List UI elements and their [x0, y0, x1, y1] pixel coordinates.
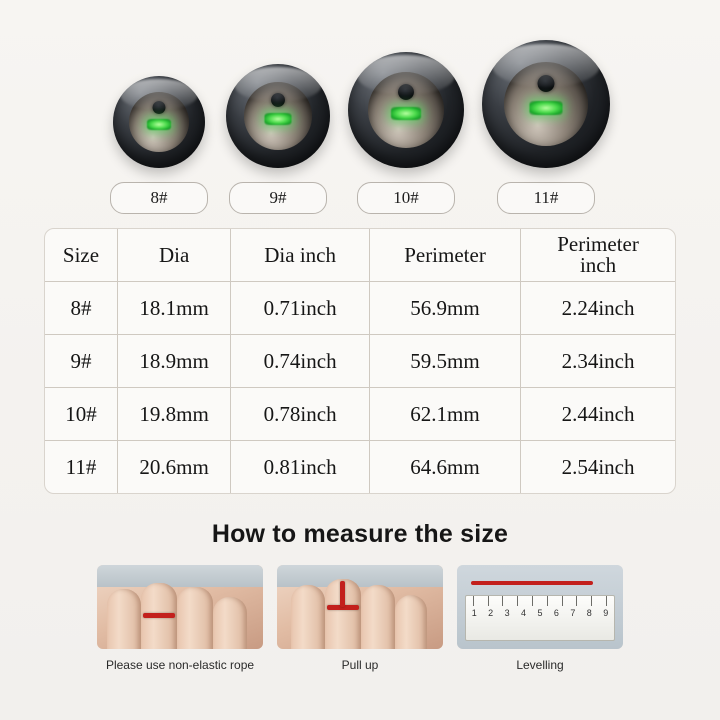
cell-perimeter: 62.1mm: [369, 388, 520, 441]
header-line-2: inch: [579, 253, 617, 277]
cell-perimeter: 64.6mm: [369, 441, 520, 494]
howto-image-ruler: [457, 565, 623, 649]
cell-dia: 19.8mm: [117, 388, 230, 441]
led-green-icon: [147, 119, 171, 130]
cell-dia-inch: 0.81inch: [231, 441, 370, 494]
ruler-number: 8: [586, 608, 592, 618]
ruler-number: 5: [537, 608, 543, 618]
ruler-number: 3: [504, 608, 510, 618]
ruler-number: 1: [471, 608, 477, 618]
led-green-icon: [265, 113, 292, 125]
sensor-icon: [271, 93, 285, 107]
column-header-perimeter: Perimeter: [369, 229, 520, 282]
column-header-size: Size: [45, 229, 117, 282]
ring-cell-9: [226, 28, 330, 214]
howto-title: How to measure the size: [211, 520, 509, 548]
red-rope-icon: [471, 581, 593, 585]
cell-perimeter: 59.5mm: [369, 335, 520, 388]
ring-cell-10: [348, 28, 464, 214]
howto-step-2: [277, 565, 443, 672]
finger-shape: [107, 589, 141, 649]
cell-dia: 20.6mm: [117, 441, 230, 494]
ruler-number: 7: [570, 608, 576, 618]
table-row: [45, 335, 675, 388]
ring-body-icon: [113, 76, 205, 168]
ring-size-pill[interactable]: 11#: [497, 182, 595, 214]
ring-cell-11: [482, 28, 610, 214]
ruler-number: 2: [488, 608, 494, 618]
howto-step-3: [457, 565, 623, 672]
table-row: [45, 282, 675, 335]
ring-body-icon: [348, 52, 464, 168]
table-row: [45, 441, 675, 494]
cell-perimeter-inch: 2.34inch: [521, 335, 675, 388]
ring-inner-surface: [504, 62, 588, 146]
ring-cell-8: [110, 28, 208, 214]
cell-dia-inch: 0.71inch: [231, 282, 370, 335]
ring-size-pill[interactable]: 9#: [229, 182, 327, 214]
finger-shape: [213, 597, 247, 649]
cell-perimeter-inch: 2.24inch: [521, 282, 675, 335]
ring-body-icon: [226, 64, 330, 168]
photo-background: [97, 565, 263, 587]
finger-shape: [291, 585, 325, 649]
ring-inner-surface: [244, 82, 312, 150]
red-rope-tail-icon: [340, 581, 345, 607]
sensor-icon: [398, 84, 414, 100]
table-row: [45, 388, 675, 441]
ruler-numbers: [466, 608, 614, 618]
size-table: [45, 229, 675, 493]
header-line-1: Perimeter: [557, 231, 639, 256]
ruler-icon: [465, 595, 615, 641]
ruler-number: 4: [521, 608, 527, 618]
cell-size: 10#: [45, 388, 117, 441]
hand-photo: [97, 565, 263, 649]
led-green-icon: [391, 107, 421, 120]
hand-photo: [277, 565, 443, 649]
cell-dia-inch: 0.74inch: [231, 335, 370, 388]
column-header-dia: Dia: [117, 229, 230, 282]
cell-dia-inch: 0.78inch: [231, 388, 370, 441]
howto-step-1: [97, 565, 263, 672]
howto-image-pullup: [277, 565, 443, 649]
ring-image-8: [113, 28, 205, 168]
ruler-photo: [457, 565, 623, 649]
howto-steps: [0, 565, 720, 672]
photo-background: [277, 565, 443, 587]
finger-shape: [177, 587, 213, 649]
howto-caption: Please use non-elastic rope: [105, 658, 255, 672]
cell-perimeter-inch: 2.54inch: [521, 441, 675, 494]
ruler-number: 6: [553, 608, 559, 618]
howto-image-rope: [97, 565, 263, 649]
howto-caption: Pull up: [341, 658, 379, 672]
red-rope-icon: [143, 613, 175, 618]
ring-image-9: [226, 28, 330, 168]
ring-gallery: [0, 0, 720, 214]
ring-inner-surface: [368, 72, 444, 148]
column-header-dia-inch: Dia inch: [231, 229, 370, 282]
ring-inner-surface: [129, 92, 189, 152]
finger-shape: [395, 595, 427, 649]
sensor-icon: [538, 75, 555, 92]
howto-caption: Levelling: [516, 658, 564, 672]
column-header-perimeter-inch: [521, 229, 675, 282]
cell-size: 11#: [45, 441, 117, 494]
ring-body-icon: [482, 40, 610, 168]
ring-image-11: [482, 28, 610, 168]
ring-image-10: [348, 28, 464, 168]
cell-size: 8#: [45, 282, 117, 335]
cell-dia: 18.1mm: [117, 282, 230, 335]
ring-size-pill[interactable]: 8#: [110, 182, 208, 214]
finger-shape: [361, 585, 395, 649]
cell-perimeter-inch: 2.44inch: [521, 388, 675, 441]
led-green-icon: [530, 101, 563, 115]
size-table-card: [44, 228, 676, 494]
ring-size-pill[interactable]: 10#: [357, 182, 455, 214]
sensor-icon: [153, 101, 166, 114]
cell-size: 9#: [45, 335, 117, 388]
table-header-row: [45, 229, 675, 282]
cell-perimeter: 56.9mm: [369, 282, 520, 335]
ruler-number: 9: [603, 608, 609, 618]
cell-dia: 18.9mm: [117, 335, 230, 388]
ruler-ticks: [466, 596, 614, 608]
